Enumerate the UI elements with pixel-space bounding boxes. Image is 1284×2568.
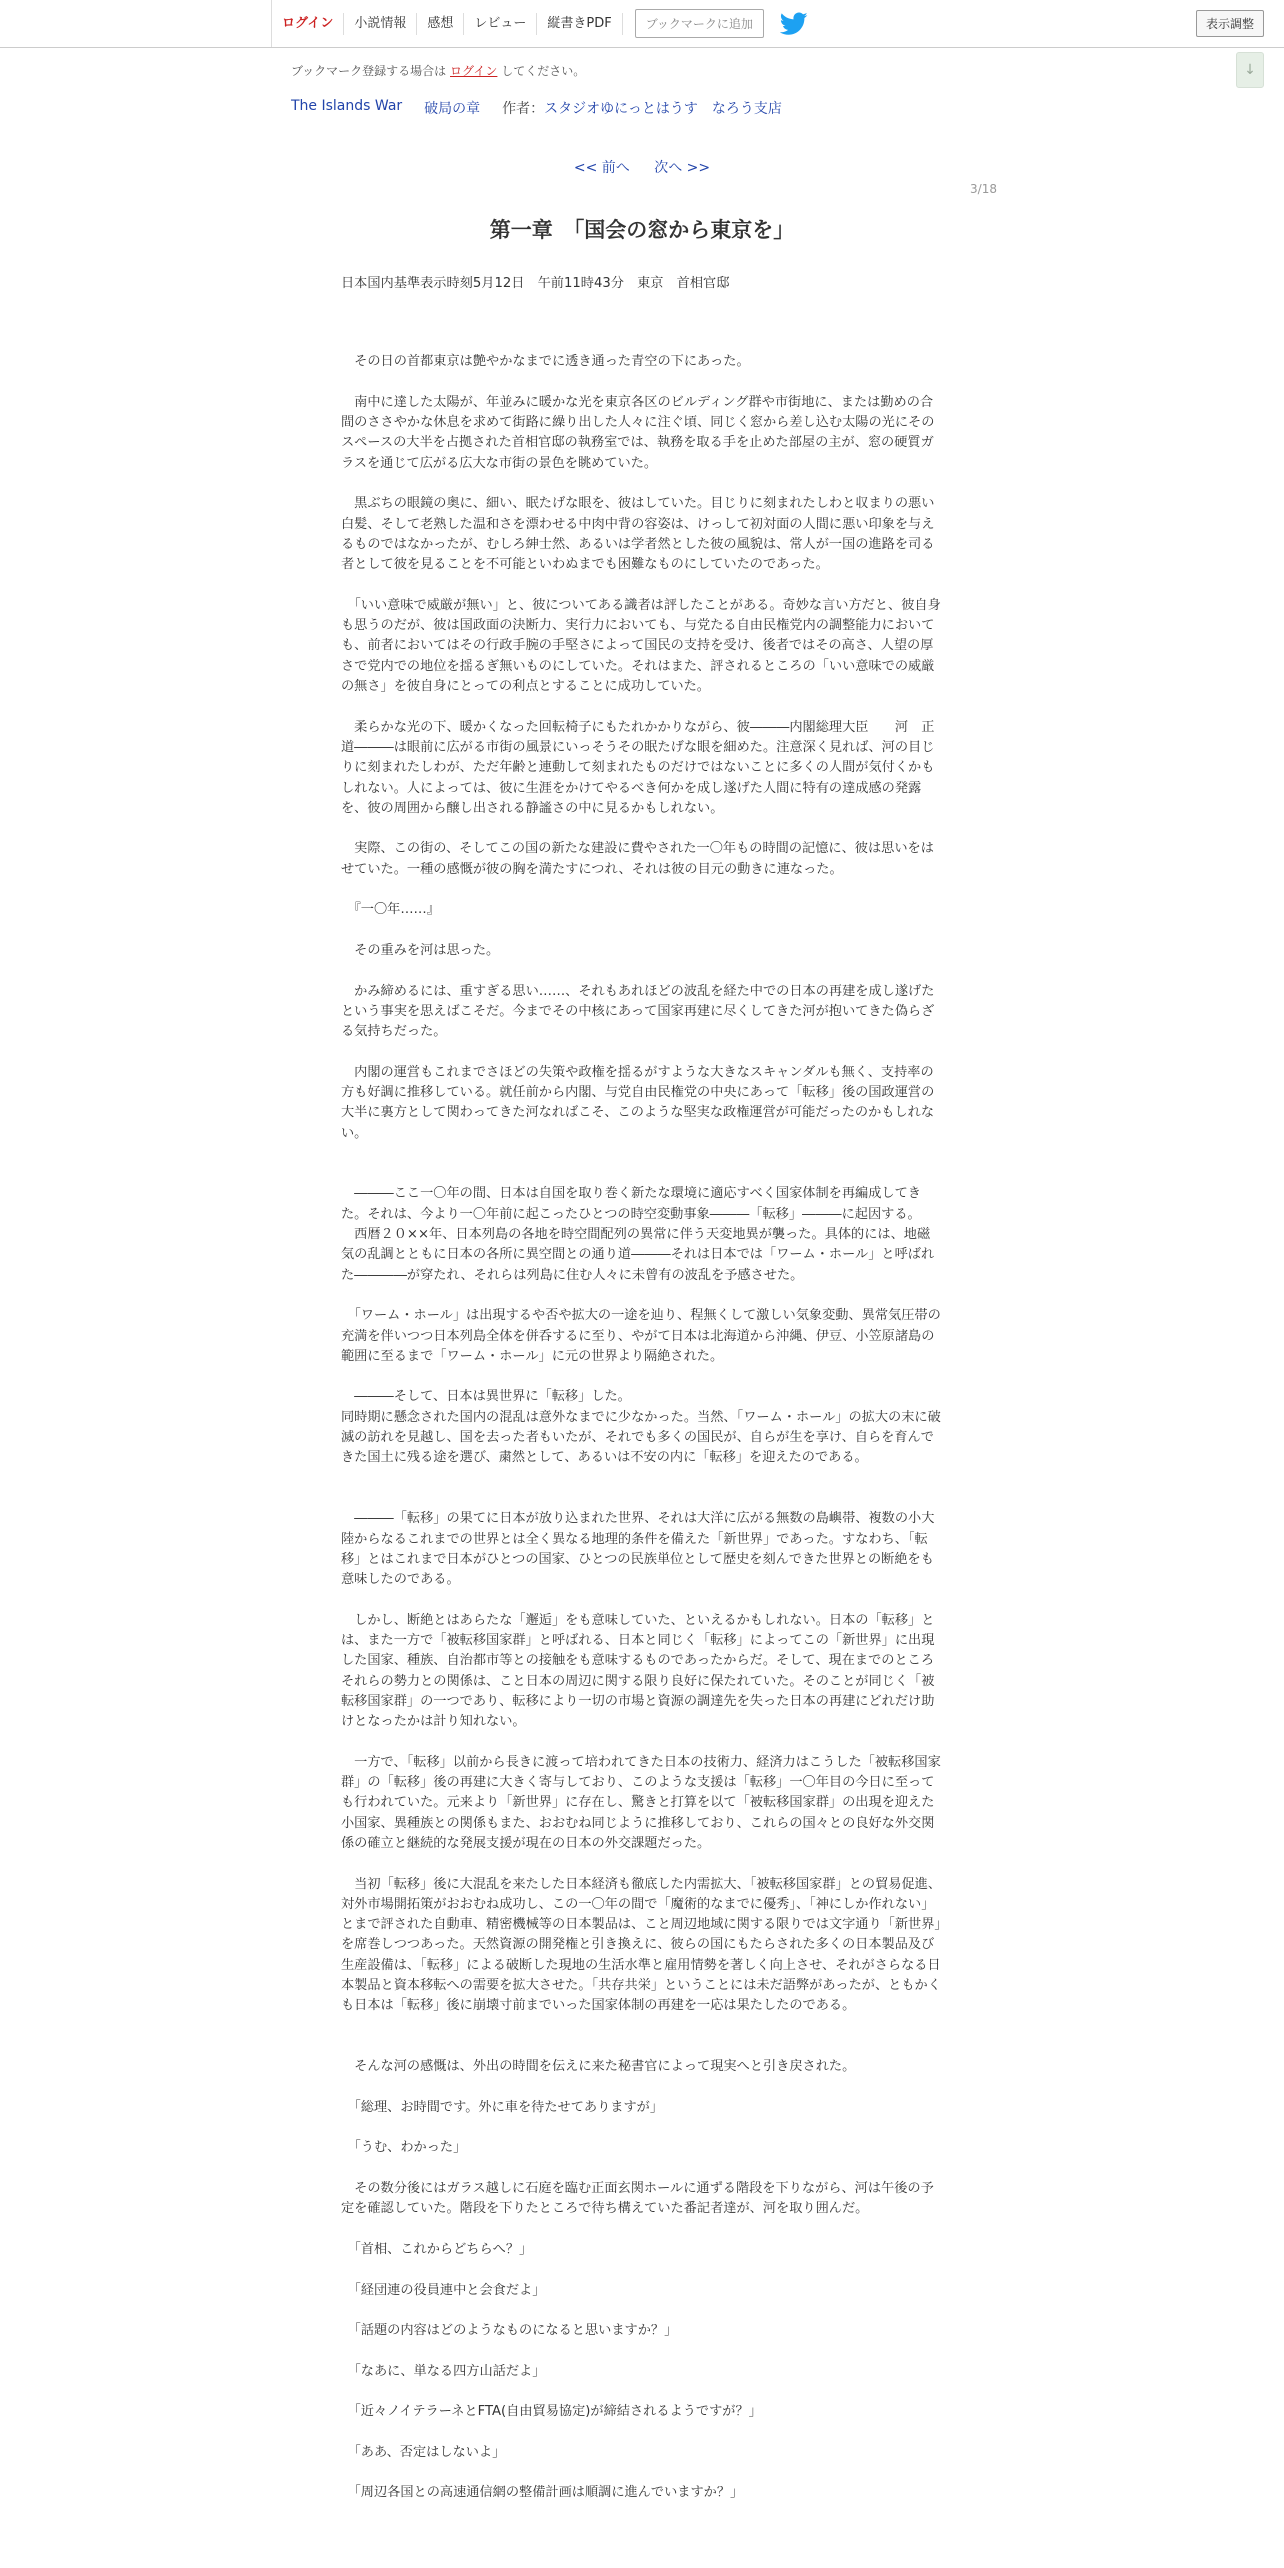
nav-vertical-pdf-link[interactable]: 縦書きPDF — [537, 13, 622, 35]
body-paragraph: 「ワーム・ホール」は出現するや否や拡大の一途を辿り、程無くして激しい気象変動、異常気圧帯の充満を伴いつつ日本列島全体を併呑するに至り、やがて日本は北海道から沖縄、伊豆、小笠原諸島の範囲に至るまで「ワーム・ホール」に元の世界より隔絶された。 — [341, 1308, 941, 1364]
blank-line — [341, 1367, 942, 1387]
body-paragraph: かみ締めるには、重すぎる思い……、それもあれほどの波乱を経た中での日本の再建を成し遂げたという事実を思えばこそだ。今までその中核にあって国家再建に尽くしてきた河が抱いてきた偽らざる気持ちだった。 — [341, 983, 935, 1040]
top-bar — [0, 0, 1284, 48]
body-paragraph: その日の首都東京は艶やかなまでに透き通った青空の下にあった。 — [341, 354, 750, 370]
body-paragraph: 柔らかな光の下、暖かくなった回転椅子にもたれかかりながら、彼―――内閣総理大臣 河 正道―――は眼前に広がる市街の風景にいっそうその眠たげな眼を細めた。注意深く見れば、河の目じりに刻まれたしわが、ただ年齢と連動して刻まれたものだけではないことに多くの人間が気付くかもしれない。人によっては、彼に生涯をかけてやるべき何かを成し遂げた人間に特有の達成感の発露を、彼の周囲から醸し出される静謐さの中に見るかもしれない。 — [341, 719, 935, 816]
body-paragraph: 黒ぶちの眼鏡の奥に、細い、眠たげな眼を、彼はしていた。目じりに刻まれたしわと収まりの悪い白髪、そして老熟した温和さを漂わせる中肉中背の容姿は、けっして初対面の人間に悪い印象を与えるものではなかったが、むしろ紳士然、あるいは学者然とした彼の風貌は、常人が一国の進路を司る者として彼を見ることを不可能といわぬまでも困難なものにしていたのであった。 — [341, 496, 935, 573]
blank-line — [341, 2220, 942, 2240]
nav-impressions-link[interactable]: 感想 — [417, 13, 464, 35]
bookmark-note-suffix: してください。 — [501, 64, 586, 78]
top-nav — [271, 0, 808, 47]
blank-line — [341, 1144, 942, 1164]
body-paragraph: 「近々ノイテラーネとFTA(自由貿易協定)が締結されるようですが？」 — [341, 2404, 762, 2420]
scroll-down-button[interactable]: ↓ — [1236, 52, 1264, 88]
blank-line — [341, 1286, 942, 1306]
blank-line — [341, 2017, 942, 2037]
bookmark-note-prefix: ブックマーク登録する場合は — [291, 64, 447, 78]
body-paragraph: その数分後にはガラス越しに石庭を臨む正面玄関ホールに通ずる階段を下りながら、河は午後の予定を確認していた。階段を下りたところで待ち構えていた番記者達が、河を取り囲んだ。 — [341, 2181, 934, 2217]
add-bookmark-button[interactable]: ブックマークに追加 — [635, 9, 764, 38]
pager — [0, 157, 1284, 177]
blank-line — [341, 1042, 942, 1062]
blank-line — [341, 1164, 942, 1184]
body-paragraph: 「なあに、単なる四方山話だよ」 — [341, 2363, 546, 2379]
body-paragraph: ―――そして、日本は異世界に「転移」した。 — [341, 1389, 631, 1405]
blank-line — [341, 2118, 942, 2138]
blank-line — [341, 2341, 942, 2361]
blank-line — [341, 697, 942, 717]
blank-line — [341, 2260, 942, 2280]
body-paragraph: ―――「転移」の果てに日本が放り込まれた世界、それは大洋に広がる無数の島嶼帯、複数の小大陸からなるこれまでの世界とは全く異なる地理的条件を備えた「新世界」であった。すなわち、「転移」とはこれまで日本がひとつの国家、ひとつの民族単位として歴史を刻んできた世界との断絶をも意味したのである。 — [341, 1511, 935, 1588]
blank-line — [341, 2037, 942, 2057]
prev-page-link[interactable]: << 前へ — [573, 160, 630, 176]
blank-line — [341, 1469, 942, 1489]
blank-line — [341, 2423, 942, 2443]
body-paragraph: 「うむ、わかった」 — [341, 2140, 467, 2156]
body-paragraph: 「周辺各国との高速通信網の整備計画は順調に進んでいますか？」 — [341, 2485, 744, 2501]
blank-line — [341, 2382, 942, 2402]
novel-body — [341, 332, 942, 2504]
body-paragraph: 南中に達した太陽が、年並みに暖かな光を東京各区のビルディング群や市街地に、または勤めの合間のささやかな休息を求めて街路に繰り出した人々に注ぐ頃、同じく窓から差し込む太陽の光にそのスペースの大半を占拠された首相官邸の執務室では、執務を取る手を止めた部屋の主が、窓の硬質ガラスを通じて広がる広大な市街の景色を眺めていた。 — [341, 394, 935, 471]
nav-novel-info-link[interactable]: 小説情報 — [344, 13, 417, 35]
body-paragraph: 「いい意味で威厳が無い」と、彼についてある識者は評したことがある。奇妙な言い方だと、彼自身も思うのだが、彼は国政面の決断力、実行力においても、与党たる自由民権党内の調整能力においても、前者においてはその行政手腕の手堅さによって国民の支持を受け、後者ではその高さ、人望の厚さで党内での地位を揺るぎ無いものにしていた。それはまた、評されるところの「いい意味での威厳の無さ」を彼自身にとっての利点とすることに成功していた。 — [341, 597, 941, 695]
blank-line — [341, 332, 942, 352]
blank-line — [341, 1732, 942, 1752]
nav-review-link[interactable]: レビュー — [464, 13, 537, 35]
bookmark-login-link[interactable]: ログイン — [450, 64, 498, 78]
body-paragraph: そんな河の感慨は、外出の時間を伝えに来た秘書官によって現実へと引き戻された。 — [341, 2059, 856, 2075]
body-paragraph: ―――ここ一〇年の間、日本は自国を取り巻く新たな環境に適応すべく国家体制を再編成してきた。それは、今より一〇年前に起こったひとつの時空変動事象―――「転移」―――に起因する。 — [341, 1186, 921, 1222]
body-paragraph: 「総理、お時間です。外に車を待たせてありますが」 — [341, 2099, 664, 2115]
blank-line — [341, 576, 942, 596]
page-count: 3/18 — [970, 182, 997, 196]
body-paragraph: 『一〇年……』 — [341, 902, 440, 918]
chapter-title: 第一章 「国会の窓から東京を」 — [489, 218, 795, 242]
blank-line — [341, 1489, 942, 1509]
blank-line — [341, 1854, 942, 1874]
twitter-icon[interactable] — [780, 12, 808, 36]
blank-line — [341, 2159, 942, 2179]
blank-line — [341, 921, 942, 941]
body-paragraph: 同時期に懸念された国内の混乱は意外なまでに少なかった。当然、「ワーム・ホール」の拡大の末に破滅の訪れを見越し、国を去った者もいたが、それでも多くの国民が、自らが生を享け、自らを育んできた国土に残る途を選び、粛然として、あるいは不安の内に「転移」を迎えたのである。 — [341, 1409, 941, 1466]
body-paragraph: 「ああ、否定はしないよ」 — [341, 2444, 506, 2460]
blank-line — [341, 2463, 942, 2483]
body-paragraph: 「経団連の役員連中と会食だよ」 — [341, 2282, 546, 2298]
blank-line — [341, 961, 942, 981]
body-paragraph: 一方で、「転移」以前から長きに渡って培われてきた日本の技術力、経済力はこうした「被転移国家群」の「転移」後の再建に大きく寄与しており、このような支援は「転移」一〇年目の今日に至っても行われていた。元来より「新世界」に存在し、驚きと打算を以て「被転移国家群」の出現を迎えた小国家、異種族との関係もまた、おおむね同じように推移しており、これらの国々との良好な外交関係の確立と継続的な発展支援が現在の日本の外交課題だった。 — [341, 1754, 941, 1851]
blank-line — [341, 880, 942, 900]
blank-line — [341, 474, 942, 494]
body-paragraph: 内閣の運営もこれまでさほどの失策や政権を揺るがすような大きなスキャンダルも無く、支持率の方も好調に推移している。就任前から内閣、与党自由民権党の中央にあって「転移」後の国政運営の大半に裏方として関わってきた河なればこそ、このような堅実な政権運営が可能だったのかもしれない。 — [341, 1064, 935, 1141]
author-link[interactable]: スタジオゆにっとはうす なろう支店 — [544, 101, 782, 117]
display-settings-button[interactable]: 表示調整 — [1196, 10, 1264, 37]
body-paragraph: 「首相、これからどちらへ？」 — [341, 2241, 533, 2257]
novel-part-link[interactable]: 破局の章 — [424, 101, 481, 117]
chapter-subtitle: 日本国内基準表示時刻5月12日 午前11時43分 東京 首相官邸 — [341, 276, 730, 291]
body-paragraph: 実際、この街の、そしてこの国の新たな建設に費やされた一〇年もの時間の記憶に、彼は思いをはせていた。一種の感慨が彼の胸を満たすにつれ、それは彼の目元の動きに連なった。 — [341, 841, 934, 877]
body-paragraph: 「話題の内容はどのようなものになると思いますか？」 — [341, 2323, 678, 2339]
novel-title-link[interactable]: The Islands War — [291, 98, 403, 114]
blank-line — [341, 2301, 942, 2321]
blank-line — [341, 1590, 942, 1610]
author-label: 作者： — [502, 101, 545, 117]
blank-line — [341, 373, 942, 393]
next-page-link[interactable]: 次へ >> — [654, 160, 711, 176]
body-paragraph: その重みを河は思った。 — [341, 942, 500, 958]
blank-line — [341, 2078, 942, 2098]
body-paragraph: 当初「転移」後に大混乱を来たした日本経済も徹底した内需拡大、「被転移国家群」との貿易促進、対外市場開拓策がおおむね成功し、この一〇年の間で「魔術的なまでに優秀」、「神にしか作れない」とまで評された自動車、精密機械等の日本製品は、こと周辺地域に関する限りでは文字通り「新世界」を席巻しつつあった。天然資源の開発権と引き換えに、彼らの国にもたらされた多くの日本製品及び生産設備は、「転移」による破断した現地の生活水準と雇用情勢を著しく向上させ、それがさらなる日本製品と資本移転への需要を拡大させた。「共存共栄」ということには未だ語弊があったが、ともかくも日本は「転移」後に崩壊寸前までいった国家体制の再建を一応は果たしたのである。 — [341, 1876, 942, 2014]
body-paragraph: 西暦２０××年、日本列島の各地を時空間配列の異常に伴う天変地異が襲った。具体的には、地磁気の乱調とともに日本の各所に異空間との通り道―――それは日本では「ワーム・ホール」と呼ばれた――――が穿たれ、それらは列島に住む人々に未曾有の波乱を予感させた。 — [341, 1227, 935, 1283]
body-paragraph: しかし、断絶とはあらたな「邂逅」をも意味していた、といえるかもしれない。日本の「転移」とは、また一方で「被転移国家群」と呼ばれる、日本と同じく「転移」によってこの「新世界」に出現した国家、種族、自治都市等との接触をも意味するものであったからだ。そして、現在までのところそれらの勢力との関係は、こと日本の周辺に関する限り良好に保たれていた。そのことが同じく「被転移国家群」の一つであり、転移により一切の市場と資源の調達先を失った日本の再建にどれだけ助けとなったかは計り知れない。 — [341, 1612, 935, 1730]
bookmark-login-note — [291, 62, 585, 79]
nav-login-link[interactable]: ログイン — [272, 13, 344, 35]
novel-meta — [291, 98, 782, 118]
blank-line — [341, 819, 942, 839]
